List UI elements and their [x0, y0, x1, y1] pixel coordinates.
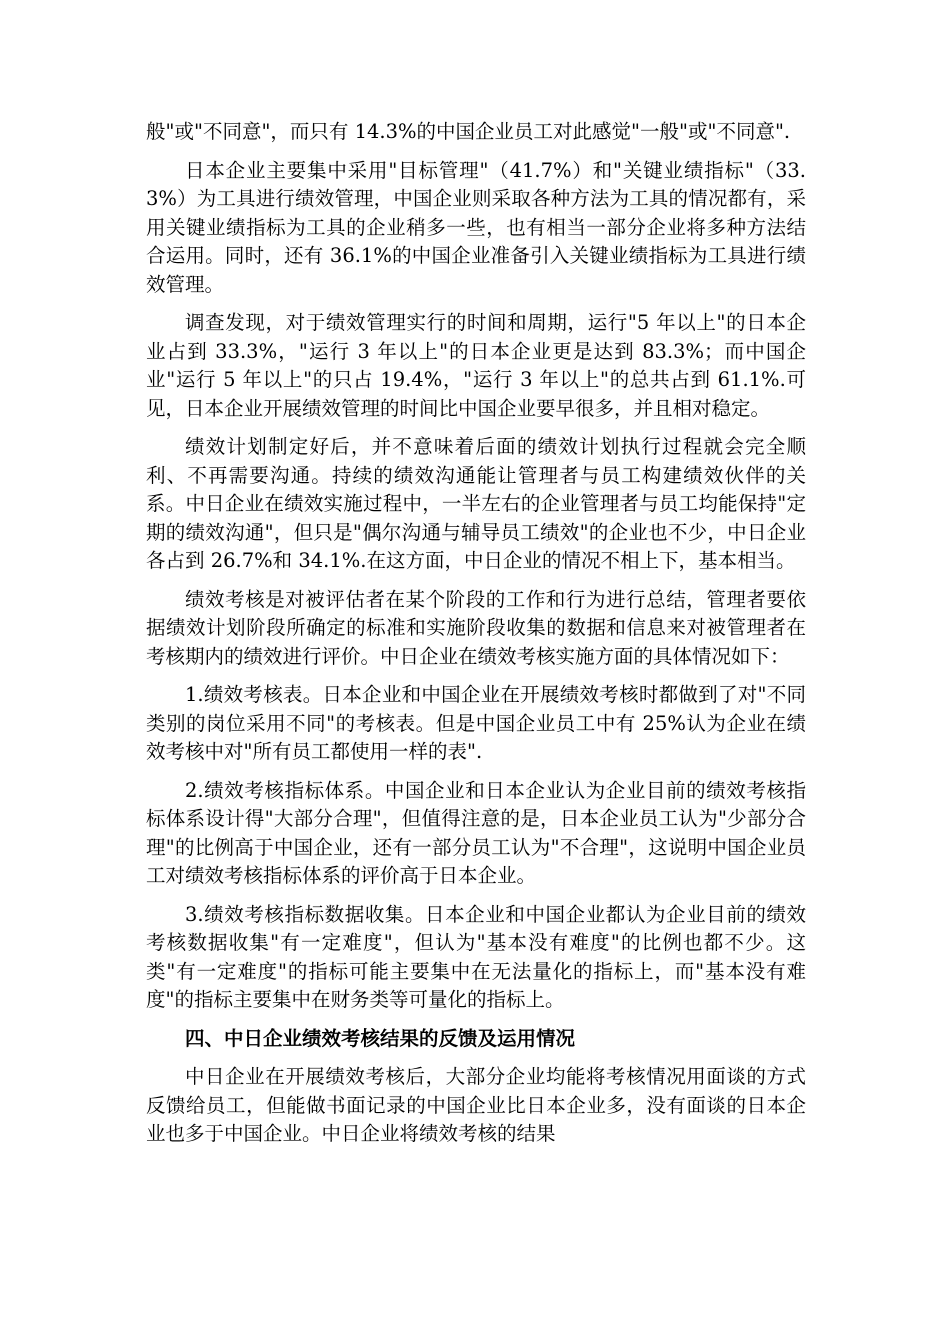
- paragraph-continuation: 般"或"不同意"，而只有 14.3%的中国企业员工对此感觉"一般"或"不同意".: [146, 120, 791, 143]
- paragraph-communication: 绩效计划制定好后，并不意味着后面的绩效计划执行过程就会完全顺利、不再需要沟通。持续的绩效沟通能让管理者与员工构建绩效伙伴的关系。中日企业在绩效实施过程中，一半左右的企业管理者与员工均能保持"定期的绩效沟通"，但只是"偶尔沟通与辅导员工绩效"的企业也不少，中日企业各占到 26.7%和 34.1%.在这方面，中日企业的情况不相上下，基本相当。: [146, 435, 806, 572]
- paragraph-appraisal: 绩效考核是对被评估者在某个阶段的工作和行为进行总结，管理者要依据绩效计划阶段所确定的标准和实施阶段收集的数据和信息来对被管理者在考核期内的绩效进行评价。中日企业在绩效考核实施方面的具体情况如下：: [146, 587, 806, 668]
- paragraph-item-2: 2.绩效考核指标体系。中国企业和日本企业认为企业目前的绩效考核指标体系设计得"大部分合理"，但值得注意的是，日本企业员工认为"少部分合理"的比例高于中国企业，还有一部分员工认为"不合理"，这说明中国企业员工对绩效考核指标体系的评价高于日本企业。: [146, 778, 806, 887]
- document-page: [146, 118, 806, 1159]
- paragraph-item-3: 3.绩效考核指标数据收集。日本企业和中国企业都认为企业目前的绩效考核数据收集"有一定难度"，但认为"基本没有难度"的比例也都不少。这类"有一定难度"的指标可能主要集中在无法量化的指标上，而"基本没有难度"的指标主要集中在财务类等可量化的指标上。: [146, 902, 806, 1011]
- paragraph-duration: 调查发现，对于绩效管理实行的时间和周期，运行"5 年以上"的日本企业占到 33.3%，"运行 3 年以上"的日本企业更是达到 83.3%；而中国企业"运行 5 年以上"的只占 19.4%，"运行 3 年以上"的总共占到 61.1%.可见，日本企业开展绩效管理的时间比中国企业要早很多，并且相对稳定。: [146, 311, 806, 420]
- paragraph-item-1: 1.绩效考核表。日本企业和中国企业在开展绩效考核时都做到了对"不同类别的岗位采用不同"的考核表。但是中国企业员工中有 25%认为企业在绩效考核中对"所有员工都使用一样的表".: [146, 683, 806, 763]
- paragraph-feedback: 中日企业在开展绩效考核后，大部分企业均能将考核情况用面谈的方式反馈给员工，但能做书面记录的中国企业比日本企业多，没有面谈的日本企业也多于中国企业。中日企业将绩效考核的结果: [146, 1065, 806, 1145]
- paragraph-tools: 日本企业主要集中采用"目标管理"（41.7%）和"关键业绩指标"（33.3%）为工具进行绩效管理，中国企业则采取各种方法为工具的情况都有，采用关键业绩指标为工具的企业稍多一些，也有相当一部分企业将多种方法结合运用。同时，还有 36.1%的中国企业准备引入关键业绩指标为工具进行绩效管理。: [146, 158, 806, 296]
- section-heading: 四、中日企业绩效考核结果的反馈及运用情况: [185, 1026, 576, 1050]
